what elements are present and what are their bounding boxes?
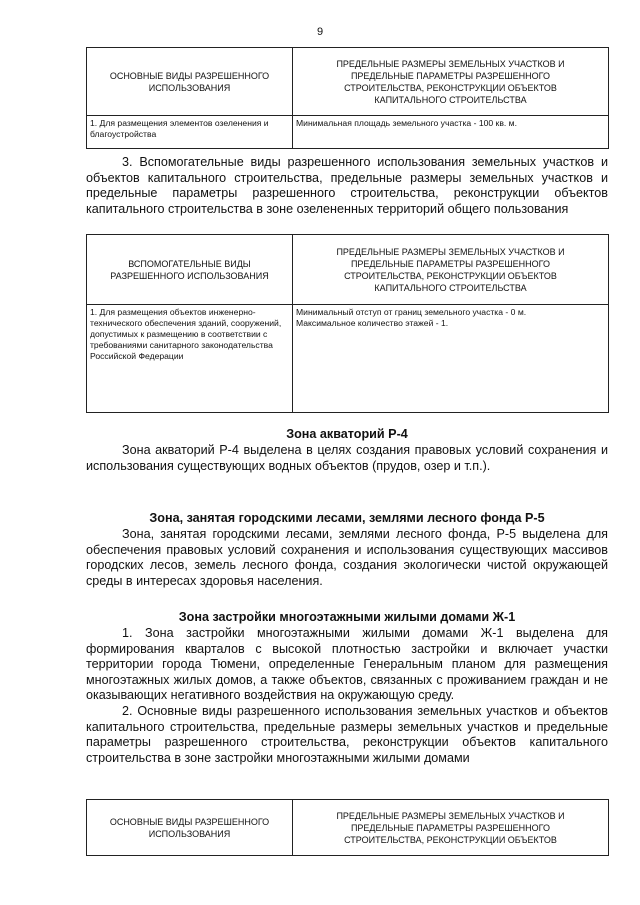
use-cell: 1. Для размещения элементов озеленения и благоустройства [87,116,293,149]
header-cell-params: ПРЕДЕЛЬНЫЕ РАЗМЕРЫ ЗЕМЕЛЬНЫХ УЧАСТКОВ И ПРЕДЕЛЬНЫЕ ПАРАМЕТРЫ РАЗРЕШЕННОГО СТРОИТЕЛЬСТВА, РЕКОНСТРУКЦИИ ОБЪЕКТОВ КАПИТАЛЬНОГО СТРОИТЕЛЬСТВА [293,48,609,116]
table-header-row [87,235,609,305]
table-header-row [87,800,609,856]
use-cell: 1. Для размещения объектов инженерно-технического обеспечения зданий, сооружений, допустимых к размещению в соответствии с требованиями санитарного законодательства Российской Федерации [87,305,293,413]
heading-zone-r4: Зона акваторий Р-4 [286,427,408,441]
params-line: Минимальный отступ от границ земельного участка - 0 м. [296,307,527,317]
table-row [87,305,609,413]
params-cell: Минимальная площадь земельного участка - 100 кв. м. [293,116,609,149]
table-header-row [87,48,609,116]
paragraph: 3. Вспомогательные виды разрешенного использования земельных участков и объектов капитального строительства, предельные размеры земельных участков и предельные параметры разрешенного строительства, реконструкции объектов капитального строительства в зоне озелененных территорий общего пользования [86,155,608,216]
aux-uses-table [86,234,609,413]
header-cell-uses: ОСНОВНЫЕ ВИДЫ РАЗРЕШЕННОГО ИСПОЛЬЗОВАНИЯ [87,800,293,856]
aux-uses-intro [86,155,608,217]
paragraph: Зона, занятая городскими лесами, землями лесного фонда, Р-5 выделена для обеспечения правовых условий сохранения и использования существующих массивов городских лесов, земель лесного фонда, создания экологически чистой окружающей среды в интересах здоровья населения. [86,527,608,588]
params-cell [293,305,609,413]
page-number: 9 [316,26,324,38]
header-cell-uses: ОСНОВНЫЕ ВИДЫ РАЗРЕШЕННОГО ИСПОЛЬЗОВАНИЯ [87,48,293,116]
heading-zone-r5: Зона, занятая городскими лесами, землями лесного фонда Р-5 [149,511,545,525]
paragraph: 2. Основные виды разрешенного использования земельных участков и объектов капитального строительства, предельные размеры земельных участков и предельные параметры разрешенного строительства, реконструкции объектов капитального строительства в зоне застройки многоэтажными жилыми домами [86,703,608,765]
zone-zh1-text [86,626,608,766]
params-line: Максимальное количество этажей - 1. [296,318,449,328]
header-cell-params: ПРЕДЕЛЬНЫЕ РАЗМЕРЫ ЗЕМЕЛЬНЫХ УЧАСТКОВ И ПРЕДЕЛЬНЫЕ ПАРАМЕТРЫ РАЗРЕШЕННОГО СТРОИТЕЛЬСТВА, РЕКОНСТРУКЦИИ ОБЪЕКТОВ КАПИТАЛЬНОГО СТРОИТЕЛЬСТВА [293,235,609,305]
table-row [87,116,609,149]
heading-zone-zh1: Зона застройки многоэтажными жилыми домами Ж-1 [178,610,516,624]
header-cell-uses: ВСПОМОГАТЕЛЬНЫЕ ВИДЫ РАЗРЕШЕННОГО ИСПОЛЬЗОВАНИЯ [87,235,293,305]
zone-r5-text [86,527,608,589]
zone-r4-text [86,443,608,474]
paragraph: Зона акваторий Р-4 выделена в целях создания правовых условий сохранения и использования существующих водных объектов (прудов, озер и т.п.). [86,443,608,473]
paragraph: 1. Зона застройки многоэтажными жилыми домами Ж-1 выделена для формирования кварталов с высокой плотностью застройки и включает участки территории города Тюмени, определенные Генеральным планом для размещения многоэтажных жилых домов, а также объектов, связанных с проживанием граждан и не оказывающих негативного воздействия на окружающую среду. [86,626,608,703]
basic-uses-table-zh1 [86,799,609,856]
header-cell-params: ПРЕДЕЛЬНЫЕ РАЗМЕРЫ ЗЕМЕЛЬНЫХ УЧАСТКОВ И ПРЕДЕЛЬНЫЕ ПАРАМЕТРЫ РАЗРЕШЕННОГО СТРОИТЕЛЬСТВА, РЕКОНСТРУКЦИИ ОБЪЕКТОВ [293,800,609,856]
basic-uses-table-greening [86,47,609,149]
